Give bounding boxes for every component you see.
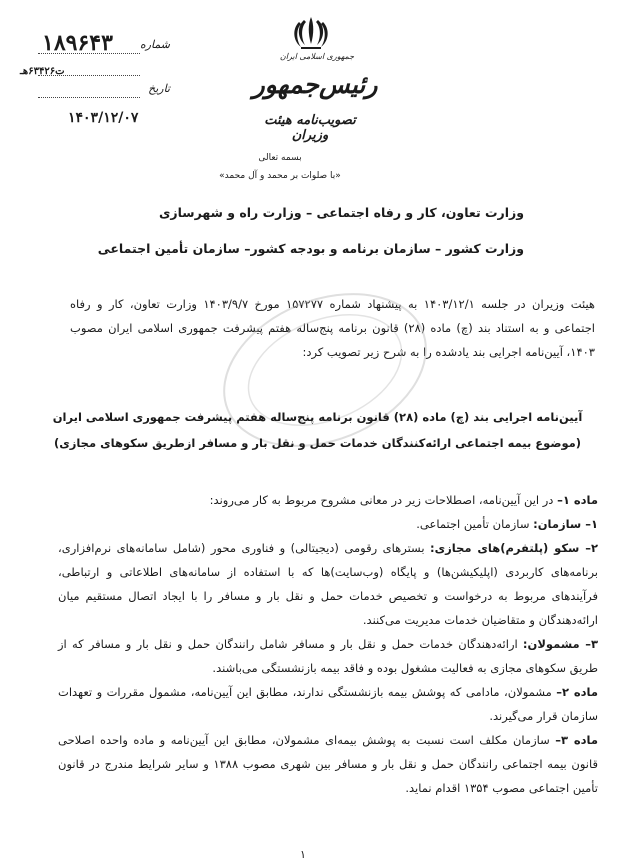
page-number: ۱ [300, 848, 306, 861]
regulation-subtitle: (موضوع بیمه اجتماعی ارائه‌کنندگان خدمات حمل و نقل بار و مسافر ازطریق سکوهای مجازی) [53, 436, 582, 450]
register-number-row [20, 30, 170, 60]
register-date-row [20, 82, 170, 104]
decree-code: ت۶۳۴۲۶هـ [20, 66, 65, 77]
definition-1: ۱– سازمان: سازمان تأمین اجتماعی. [416, 517, 598, 531]
office-title: رئیس‌جمهور [252, 70, 378, 99]
country-name: جمهوری اسلامی ایران [279, 52, 355, 61]
iran-emblem-icon [291, 14, 331, 56]
recipients-line-1: وزارت تعاون، کار و رفاه اجتماعی – وزارت راه و شهرسازی [158, 205, 524, 220]
decree-number: ۱۸۹۶۴۳ [42, 30, 113, 56]
number-label: شماره [139, 38, 170, 51]
definition-2: ۲– سکو (پلتفرم)های مجازی: بسترهای رقومی (دیجیتالی) و فناوری محور (شامل سامانه‌های نرم‌افزاری، برنامه‌های کاربردی (اپلیکیشن‌ها) و پایگاه (وب‌سایت)ها که با استفاده از سامانه‌های اطلاعاتی و ارتباطی، فرآیندهای مربوط به درخواست و تخصیص خدمات حمل و نقل بار و مسافر را با ایجاد اتصال مستقیم میان ارائه‌دهندگان و متقاضیان خدمات مدیریت می‌کنند. [58, 541, 598, 627]
decree-date: ۱۴۰۳/۱۲/۰۷ [68, 110, 139, 126]
register-date-value-row [20, 104, 170, 126]
article-3: ماده ۳– سازمان مکلف است نسبت به پوشش بیمه‌ای مشمولان، مطابق این آیین‌نامه و ماده واحده اصلاحی قانون بیمه اجتماعی رانندگان حمل و نقل بار و مسافر بین شهری مصوب ۱۳۸۸ و سایر شرایط مندرج در قانون تأمین اجتماعی مصوب ۱۳۵۴ اقدام نماید. [58, 733, 599, 795]
official-stamp-icon [210, 285, 440, 459]
recipients-line-2: وزارت کشور – سازمان برنامه و بودجه کشور– سازمان تأمین اجتماعی [97, 241, 524, 256]
salavat: «با صلوات بر محمد و آل محمد» [219, 171, 341, 181]
intro-paragraph: هیئت وزیران در جلسه ۱۴۰۳/۱۲/۱ به پیشنهاد شماره ۱۵۷۲۷۷ مورخ ۱۴۰۳/۹/۷ وزارت تعاون، کار و رفاه اجتماعی و به استناد بند (چ) ماده (۲۸) قانون برنامه پنج‌ساله هفتم پیشرفت جمهوری اسلامی ایران مصوب ۱۴۰۳، آیین‌نامه اجرایی بند یادشده را به شرح زیر تصویب کرد: [70, 297, 596, 359]
regulation-title: آیین‌نامه اجرایی بند (چ) ماده (۲۸) قانون برنامه پنج‌ساله هفتم پیشرفت جمهوری اسلامی ایران [52, 410, 583, 424]
articles-body [58, 488, 598, 800]
register-block [20, 30, 170, 126]
definition-3: ۳– مشمولان: ارائه‌دهندگان خدمات حمل و نقل بار و مسافر شامل رانندگان حمل و نقل بار و مسافر که از طریق سکوهای مجازی به فعالیت مشغول بوده و فاقد بیمه بازنشستگی می‌باشند. [58, 637, 598, 675]
date-label: تاریخ [148, 82, 170, 95]
article-1: ماده ۱– در این آیین‌نامه، اصطلاحات زیر در معانی مشروح مربوط به کار می‌روند: [209, 493, 598, 507]
bismillah: بسمه تعالی [258, 153, 302, 163]
article-2: ماده ۲– مشمولان، مادامی که پوشش بیمه بازنشستگی ندارند، مطابق این آیین‌نامه، مشمول مقررات و تعهدات سازمان قرار می‌گیرند. [58, 685, 598, 723]
document-subtitle: تصویب‌نامه هیئت وزیران [264, 113, 356, 143]
register-prefix-row [20, 60, 170, 82]
